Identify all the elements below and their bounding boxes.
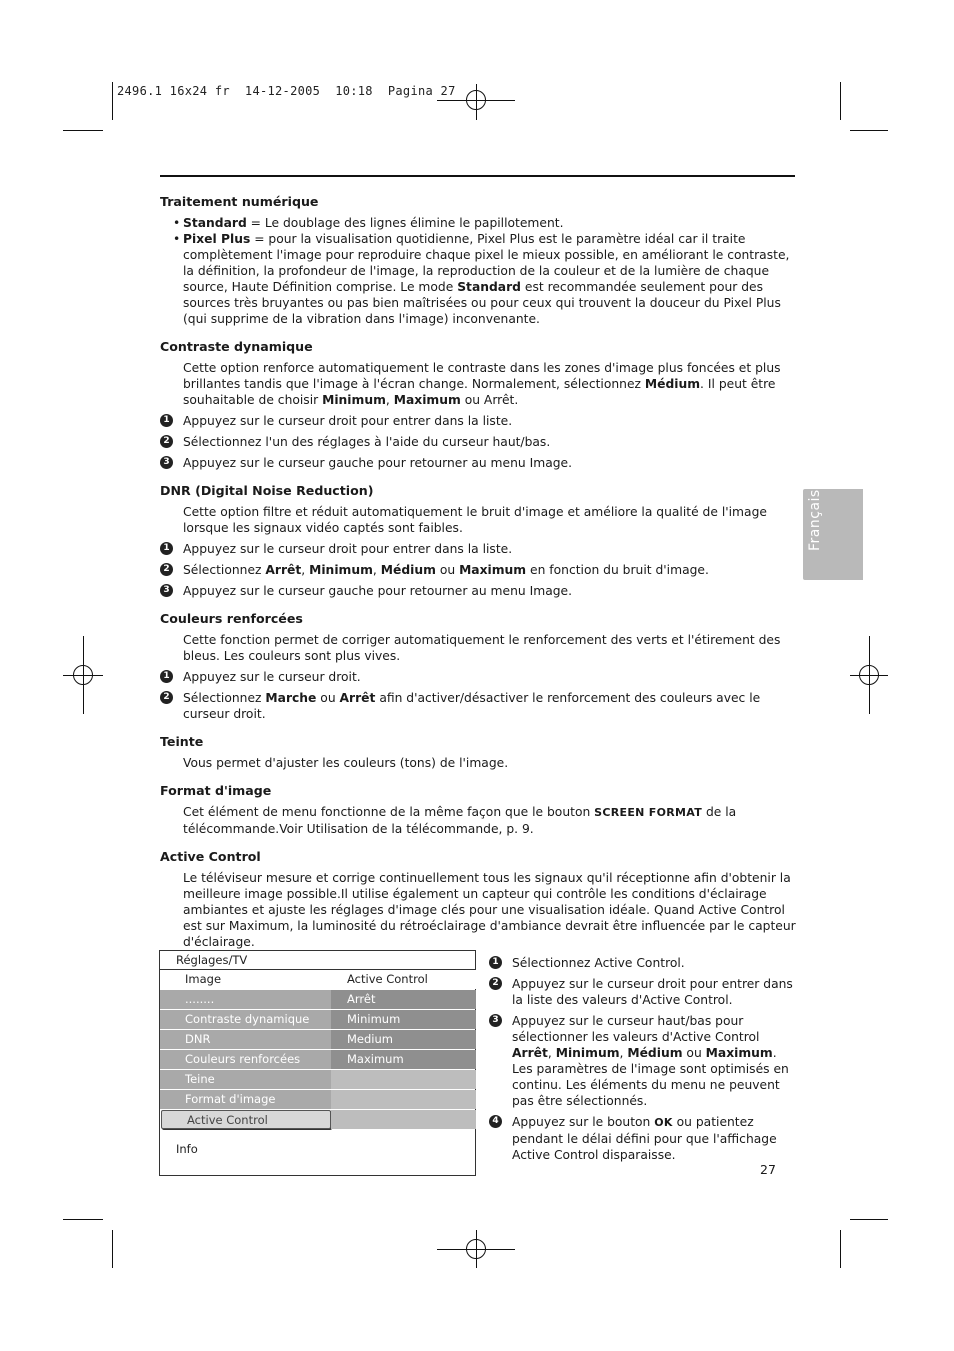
language-tab-label: Français: [807, 489, 823, 551]
print-stamp: 2496.1 16x24 fr 14-12-2005 10:18 Pagina 27: [117, 84, 456, 98]
menu-value-empty: [331, 1110, 476, 1129]
crop-mark: [840, 82, 841, 120]
section-dnr: [160, 483, 796, 599]
step-item: [160, 583, 796, 599]
step-number-icon: 2: [160, 435, 173, 448]
section-teinte: [160, 734, 796, 771]
menu-item: Image: [160, 970, 331, 989]
section-active-control: [160, 849, 796, 950]
crop-mark: [850, 130, 888, 131]
section-couleurs: [160, 611, 796, 722]
step-text: Appuyez sur le curseur gauche pour retourner au menu Image.: [183, 584, 573, 598]
menu-item-selected: Active Control: [161, 1110, 331, 1129]
step-item: [489, 976, 793, 1008]
step-text: Appuyez sur le curseur droit.: [183, 670, 361, 684]
tv-menu-illustration: [159, 950, 476, 1176]
page-number: 27: [760, 1162, 776, 1177]
step-number-icon: 2: [160, 563, 173, 576]
main-content: [160, 194, 796, 962]
section-contraste: [160, 339, 796, 471]
registration-circle: [466, 1239, 486, 1259]
step-item: [489, 1114, 793, 1163]
menu-item: Teine: [160, 1070, 331, 1089]
language-tab: [803, 489, 863, 580]
step-text: Sélectionnez Active Control.: [512, 956, 685, 970]
section-traitement: [160, 194, 796, 327]
menu-value-header: Active Control: [331, 970, 476, 989]
menu-right-column: [331, 970, 476, 1130]
step-number-icon: 2: [489, 977, 502, 990]
menu-item: Couleurs renforcées: [160, 1050, 331, 1069]
step-number-icon: 3: [160, 456, 173, 469]
registration-circle: [859, 665, 879, 685]
crop-mark: [63, 130, 103, 131]
paragraph: Cette fonction permet de corriger automatiquement le renforcement des verts et l'étirement des bleus. Les couleurs sont plus vives.: [183, 633, 781, 663]
step-item: [489, 1013, 793, 1109]
step-number-icon: 3: [489, 1014, 502, 1027]
step-item: [160, 669, 796, 685]
step-text: Appuyez sur le curseur haut/bas pour sélectionner les valeurs d'Active Control Arrêt, Minimum, Médium ou Maximum. Les paramètres de l'image sont optimisés en continu. Les éléments du menu ne peuvent pas être sélectionnés.: [512, 1014, 789, 1108]
menu-value-empty: [331, 1070, 476, 1089]
step-item: [489, 955, 793, 971]
step-number-icon: 1: [489, 956, 502, 969]
step-text: Appuyez sur le curseur droit pour entrer dans la liste des valeurs d'Active Control.: [512, 977, 793, 1007]
bullet-item: [173, 231, 796, 327]
crop-mark: [112, 82, 113, 120]
step-text: Sélectionnez Arrêt, Minimum, Médium ou Maximum en fonction du bruit d'image.: [183, 563, 709, 577]
top-rule: [160, 175, 795, 177]
step-item: [160, 455, 796, 471]
section-title: DNR (Digital Noise Reduction): [160, 483, 374, 498]
paragraph: Cet élément de menu fonctionne de la même façon que le bouton SCREEN FORMAT de la télécommande.Voir Utilisation de la télécommande, p. 9.: [183, 805, 737, 836]
bullet-item: [173, 215, 796, 231]
menu-value: Arrêt: [331, 990, 476, 1009]
bullet-text: = Le doublage des lignes élimine le papillotement.: [246, 216, 564, 230]
step-item: [160, 562, 796, 578]
step-item: [160, 413, 796, 429]
menu-item: Format d'image: [160, 1090, 331, 1109]
section-title: Contraste dynamique: [160, 339, 313, 354]
step-text: Sélectionnez Marche ou Arrêt afin d'activer/désactiver le renforcement des couleurs avec le curseur droit.: [183, 691, 761, 721]
menu-info: Info: [176, 1142, 198, 1156]
section-title: Active Control: [160, 849, 261, 864]
section-title: Couleurs renforcées: [160, 611, 303, 626]
menu-value: Minimum: [331, 1010, 476, 1029]
step-text: Appuyez sur le curseur droit pour entrer dans la liste.: [183, 414, 513, 428]
paragraph: Le téléviseur mesure et corrige continuellement tous les signaux qu'il réceptionne afin d'obtenir la meilleure image possible.Il utilise également un capteur qui contrôle les conditions d'éclairage ambiantes et ajuste les réglages d'image clés pour une visualisation idéale. Quand Active Control est sur Maximum, la luminosité du rétroéclairage d'ambiance devrait être influencée par le capteur d'éclairage.: [183, 871, 796, 949]
menu-title: Réglages/TV: [176, 953, 248, 967]
bold-term: Standard: [457, 280, 521, 294]
crop-mark: [63, 1219, 103, 1220]
active-control-steps: [489, 955, 793, 1163]
bullet-text: = pour la visualisation quotidienne, Pixel Plus est le paramètre idéal car il traite complètement l'image pour reproduire chaque pixel le mieux possible, en améliorant le contraste, la définition, la profondeur de l'image, la reproduction de la couleur et de la lumière de chaque source, Haute Définition comprise. Le mode: [183, 232, 790, 294]
bullet-icon: •: [173, 232, 181, 246]
bold-term: Standard: [183, 216, 247, 230]
menu-item: ........: [160, 990, 331, 1009]
menu-value: Maximum: [331, 1050, 476, 1069]
menu-value: Medium: [331, 1030, 476, 1049]
step-item: [160, 434, 796, 450]
paragraph: Cette option filtre et réduit automatiquement le bruit d'image et améliore la qualité de l'image lorsque les signaux vidéo captés sont faibles.: [183, 505, 767, 535]
paragraph: Cette option renforce automatiquement le contraste dans les zones d'image plus foncées et plus brillantes tandis que l'image à l'écran change. Normalement, sélectionnez Médium. Il peut être souhaitable de choisir Minimum, Maximum ou Arrêt.: [183, 361, 781, 407]
step-number-icon: 1: [160, 414, 173, 427]
bold-term: Pixel Plus: [183, 232, 251, 246]
step-item: [160, 690, 796, 722]
registration-circle: [466, 90, 486, 110]
menu-value-empty: [331, 1090, 476, 1109]
step-text: Appuyez sur le curseur droit pour entrer dans la liste.: [183, 542, 513, 556]
bullet-icon: •: [173, 216, 181, 230]
step-number-icon: 1: [160, 542, 173, 555]
paragraph: Vous permet d'ajuster les couleurs (tons) de l'image.: [183, 756, 509, 770]
registration-circle: [73, 665, 93, 685]
menu-item: Contraste dynamique: [160, 1010, 331, 1029]
step-number-icon: 1: [160, 670, 173, 683]
crop-mark: [850, 1219, 888, 1220]
step-number-icon: 2: [160, 691, 173, 704]
section-title: Traitement numérique: [160, 194, 319, 209]
step-number-icon: 3: [160, 584, 173, 597]
step-number-icon: 4: [489, 1115, 502, 1128]
section-format: [160, 783, 796, 837]
step-item: [160, 541, 796, 557]
step-text: Appuyez sur le bouton OK ou patientez pendant le délai défini pour que l'affichage Active Control disparaisse.: [512, 1115, 777, 1162]
crop-mark: [840, 1230, 841, 1268]
step-text: Sélectionnez l'un des réglages à l'aide du curseur haut/bas.: [183, 435, 551, 449]
step-text: Appuyez sur le curseur gauche pour retourner au menu Image.: [183, 456, 573, 470]
menu-left-column: [160, 970, 331, 1130]
section-title: Format d'image: [160, 783, 272, 798]
section-title: Teinte: [160, 734, 204, 749]
crop-mark: [112, 1230, 113, 1268]
menu-item: DNR: [160, 1030, 331, 1049]
bullet-text: est recommandée seulement pour des sources très bruyantes ou pas bien maîtrisées ou pour ceux qui trouvent la douceur du Pixel Plus (qui supprime de la vibration dans l'image) inconvenante.: [183, 280, 781, 326]
